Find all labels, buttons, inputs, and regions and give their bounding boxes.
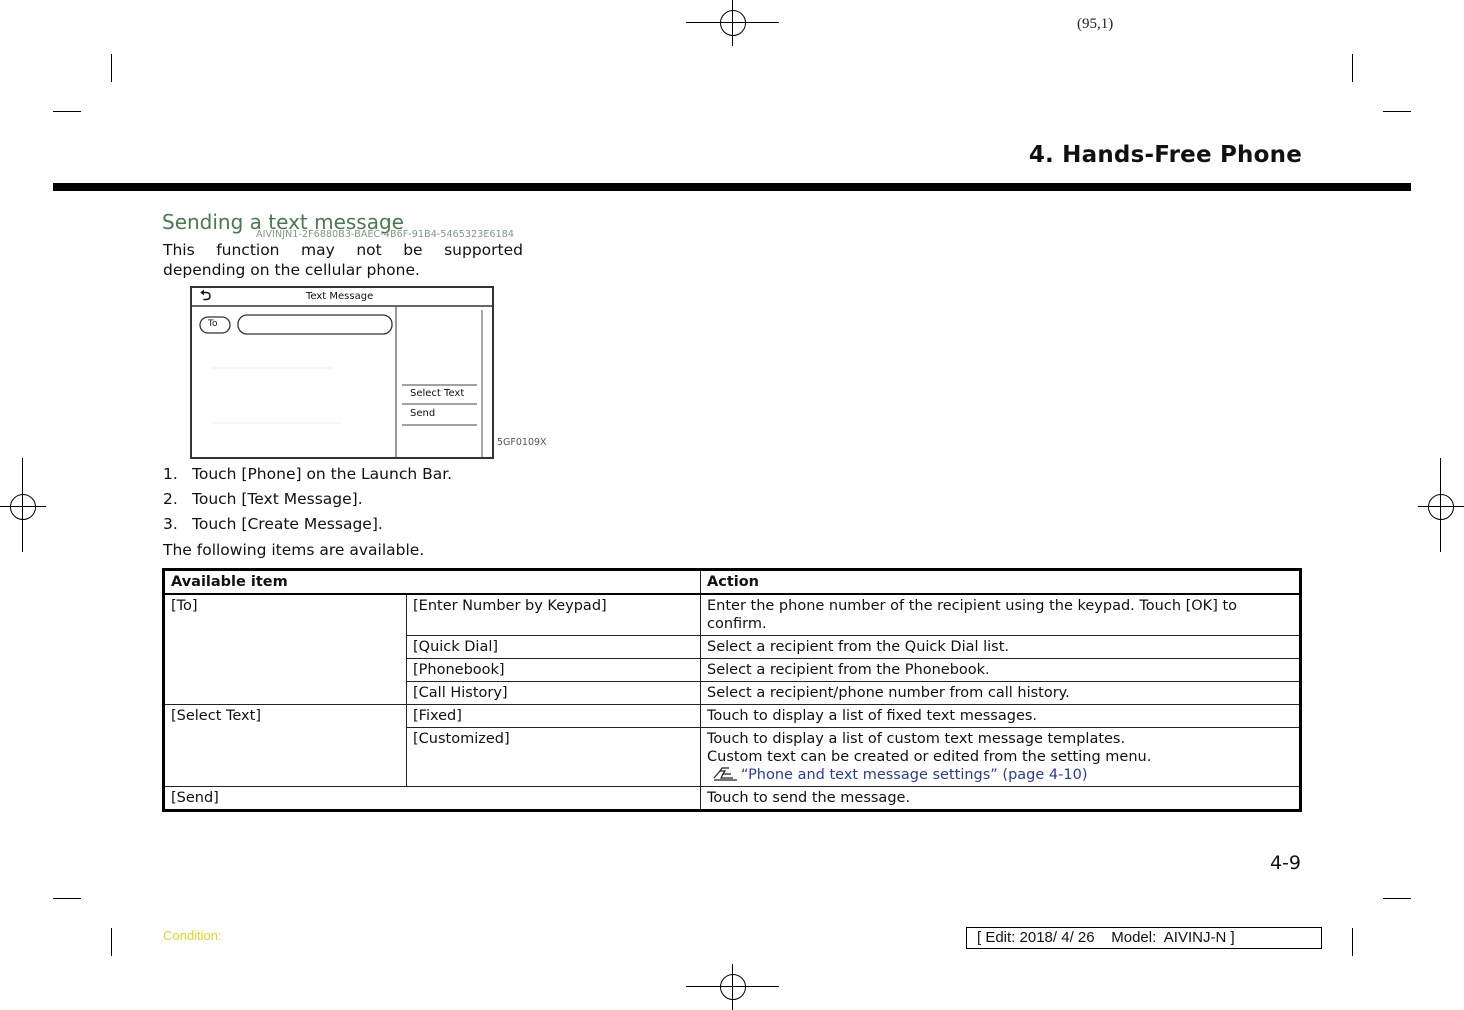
table-row bbox=[164, 705, 1301, 728]
sub-item-cell: [Phonebook] bbox=[407, 659, 701, 682]
action-cell: Enter the phone number of the recipient using the keypad. Touch [OK] to confirm. bbox=[701, 594, 1301, 636]
send-button[interactable]: Send bbox=[410, 408, 436, 419]
text-message-screen-illustration bbox=[190, 286, 494, 459]
page-number: 4-9 bbox=[1269, 852, 1301, 874]
list-item: 2. Touch [Text Message]. bbox=[163, 490, 363, 508]
action-line: Touch to display a list of custom text message templates. bbox=[707, 731, 1126, 747]
page-code: (95,1) bbox=[1077, 16, 1114, 32]
item-cell: [Send] bbox=[164, 787, 701, 811]
sub-item-cell: [Call History] bbox=[407, 682, 701, 705]
reference-hand-icon bbox=[711, 766, 741, 782]
section-id: AIVINJN1-2F6880B3-BAEC-4B6F-91B4-5465323E6184 bbox=[256, 229, 515, 240]
available-items-table bbox=[162, 568, 1302, 812]
condition-label: Condition: bbox=[163, 928, 222, 943]
item-cell: [To] bbox=[164, 594, 407, 705]
item-cell: [Select Text] bbox=[164, 705, 407, 787]
sub-item-cell: [Customized] bbox=[407, 728, 701, 787]
action-line: Custom text can be created or edited from the setting menu. bbox=[707, 749, 1152, 765]
action-cell: Select a recipient from the Quick Dial list. bbox=[701, 636, 1301, 659]
action-cell: Select a recipient from the Phonebook. bbox=[701, 659, 1301, 682]
action-cell: Select a recipient/phone number from call history. bbox=[701, 682, 1301, 705]
reference-link[interactable]: “Phone and text message settings” (page 4-10) bbox=[741, 767, 1088, 783]
back-arrow-icon[interactable]: ⮌ bbox=[200, 288, 212, 304]
sub-item-cell: [Enter Number by Keypad] bbox=[407, 594, 701, 636]
edit-info-box: [ Edit: 2018/ 4/ 26 Model: AIVINJ-N ] bbox=[966, 927, 1322, 949]
header-action: Action bbox=[701, 570, 1301, 595]
header-available-item: Available item bbox=[164, 570, 701, 595]
figure-code: 5GF0109X bbox=[497, 437, 547, 448]
sub-item-cell: [Fixed] bbox=[407, 705, 701, 728]
to-button[interactable]: To bbox=[208, 319, 218, 329]
table-header-row bbox=[164, 570, 1301, 595]
action-cell: Touch to send the message. bbox=[701, 787, 1301, 811]
list-item: 3. Touch [Create Message]. bbox=[163, 515, 383, 533]
select-text-button[interactable]: Select Text bbox=[410, 388, 465, 399]
intro-paragraph: This function may not be supported depending on the cellular phone. bbox=[163, 241, 523, 279]
reference-line bbox=[707, 766, 1293, 784]
header-rule bbox=[53, 183, 1411, 191]
recipient-field[interactable] bbox=[238, 315, 392, 334]
table-row bbox=[164, 594, 1301, 636]
screen-drawing bbox=[192, 288, 492, 457]
section-title: Sending a text message bbox=[162, 210, 404, 234]
sub-item-cell: [Quick Dial] bbox=[407, 636, 701, 659]
chapter-title: 4. Hands-Free Phone bbox=[1028, 142, 1302, 168]
list-item: 1. Touch [Phone] on the Launch Bar. bbox=[163, 465, 453, 483]
action-cell bbox=[701, 728, 1301, 787]
action-cell: Touch to display a list of fixed text messages. bbox=[701, 705, 1301, 728]
available-items-text: The following items are available. bbox=[163, 541, 425, 559]
screen-title: Text Message bbox=[306, 291, 374, 302]
table-row bbox=[164, 787, 1301, 811]
